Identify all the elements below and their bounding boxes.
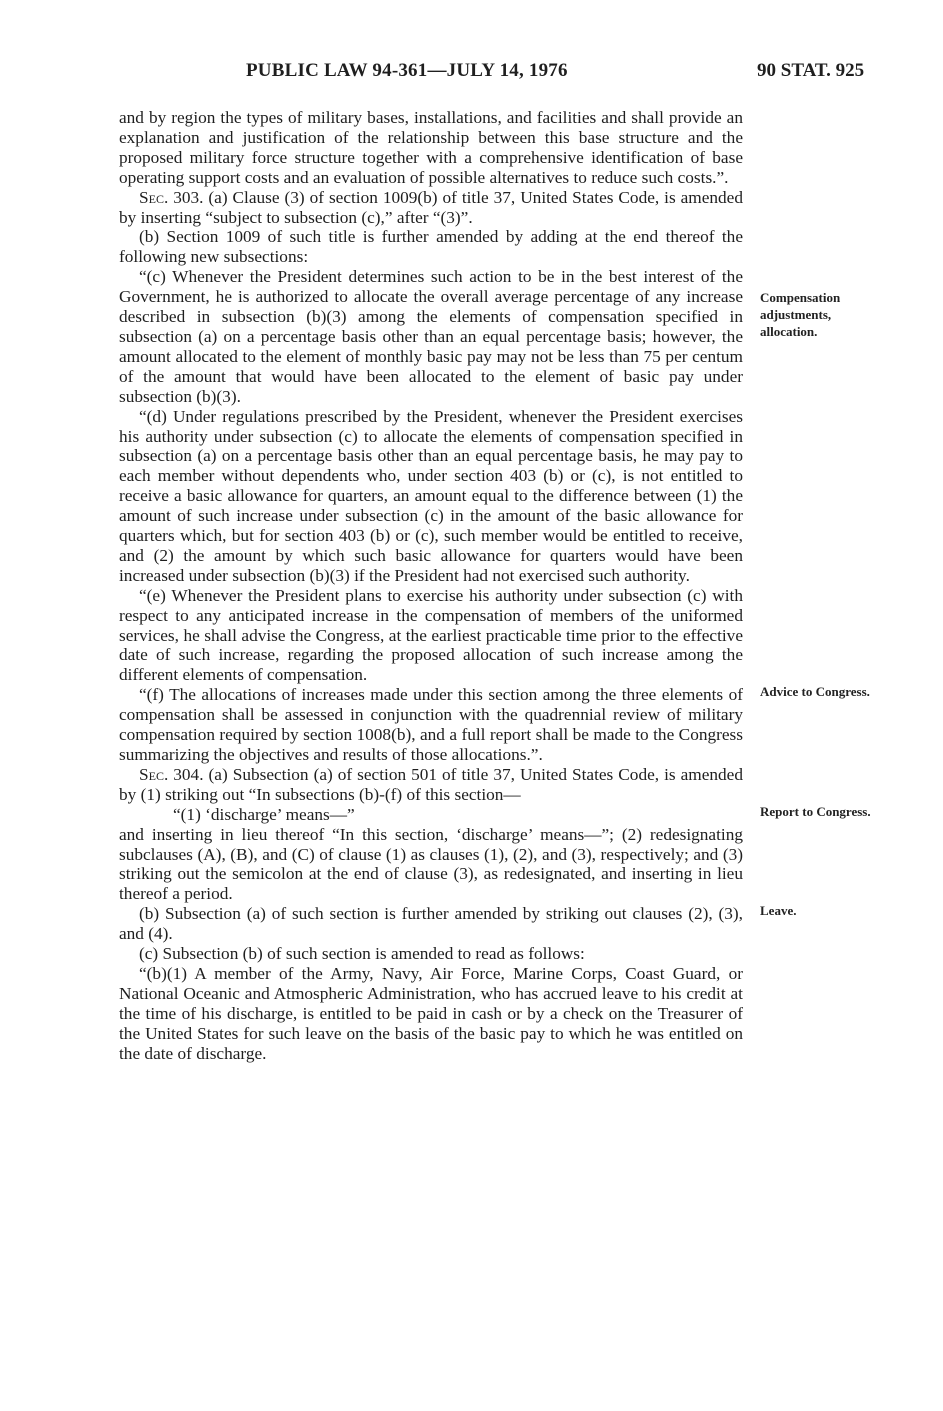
body-text xyxy=(119,108,743,1064)
section-label: Sec. xyxy=(139,187,169,207)
section-label: Sec. xyxy=(139,764,169,784)
subsection-304c-paragraph: (c) Subsection (b) of such section is amended to read as follows: xyxy=(139,944,585,964)
quoted-subsection-b1-paragraph: “(b)(1) A member of the Army, Navy, Air Force, Marine Corps, Coast Guard, or National Oceanic and Atmospheric Administration, who has accrued leave to his credit at the time of his discharge, is entitled to be paid in cash or by a check on the Treasurer of the United States for such leave on the basis of the basic pay to which he was entitled on the date of discharge. xyxy=(119,963,743,1063)
section-303-text: 303. (a) Clause (3) of section 1009(b) of title 37, United States Code, is amended by inserting “subject to subsection (c),” after “(3)”. xyxy=(119,187,743,227)
section-304-text: 304. (a) Subsection (a) of section 501 of title 37, United States Code, is amended by (1) striking out “In subsections (b)-(f) of this section— xyxy=(119,764,743,804)
paragraph-continuation: and by region the types of military bases, installations, and facilities and shall provide an explanation and justification of the relationship between this base structure and the proposed military force structure together with a comprehensive identification of base operating support costs and an evaluation of possible alternatives to reduce such costs.”. xyxy=(119,108,743,187)
margin-note-compensation: Compensation adjustments, allocation. xyxy=(760,290,841,339)
page-header-title: PUBLIC LAW 94-361—JULY 14, 1976 xyxy=(246,60,568,81)
section-303-paragraph xyxy=(119,188,743,228)
quoted-definition: “(1) ‘discharge’ means—” xyxy=(173,804,355,824)
subsection-d-paragraph: “(d) Under regulations prescribed by the President, whenever the President exercises his authority under subsection (c) to allocate the elements of compensation specified in subsection (a) on a percentage basis other than an equal percentage basis, he may pay to each member without dependents who, under section 403 (b) or (c), is not entitled to receive a basic allowance for quarters, an amount equal to the difference between (1) the amount of such increase under subsection (c) in the amount of the basic allowance for quarters which, but for section 403 (b) or (c), such member would be entitled to receive, and (2) the amount by which such basic allowance for quarters would have been increased under subsection (b)(3) if the President had not exercised such authority. xyxy=(119,406,743,585)
section-304-paragraph xyxy=(119,765,743,805)
amendment-continuation: and inserting in lieu thereof “In this section, ‘discharge’ means—”; (2) redesignating subclauses (A), (B), and (C) of clause (1) as clauses (1), (2), and (3), respectively; and (3) striking out the semicolon at the end of clause (3), as redesignated, and inserting in lieu thereof a period. xyxy=(119,824,743,904)
subsection-e-paragraph: “(e) Whenever the President plans to exercise his authority under subsection (c) with respect to any anticipated increase in the compensation of members of the uniformed services, he shall advise the Congress, at the earliest practicable time prior to the effective date of such increase, regarding the proposed allocation of such increase among the different elements of compensation. xyxy=(119,585,743,685)
subsection-b-paragraph: (b) Section 1009 of such title is further amended by adding at the end thereof the following new subsections: xyxy=(119,227,743,267)
subsection-304b-paragraph: (b) Subsection (a) of such section is further amended by striking out clauses (2), (3), and (4). xyxy=(119,904,743,944)
page-number: 90 STAT. 925 xyxy=(757,60,865,81)
subsection-f-paragraph: “(f) The allocations of increases made under this section among the three elements of compensation shall be assessed in conjunction with the quadrennial review of military compensation required by section 1008(b), and a full report shall be made to the Congress summarizing the objectives and results of those allocations.”. xyxy=(119,685,743,764)
margin-note-leave: Leave. xyxy=(760,903,797,918)
subsection-c-paragraph: “(c) Whenever the President determines such action to be in the best interest of the Government, he is authorized to allocate the overall average percentage of any increase described in subsection (b)(3) among the elements of compensation specified in subsection (a) on a percentage basis other than an equal percentage basis; however, the amount allocated to the element of monthly basic pay may not be less than 75 per centum of the amount that would have been allocated to the element of basic pay under subsection (b)(3). xyxy=(119,267,743,406)
margin-note-report: Report to Congress. xyxy=(760,804,871,819)
margin-note-advice: Advice to Congress. xyxy=(760,684,870,699)
